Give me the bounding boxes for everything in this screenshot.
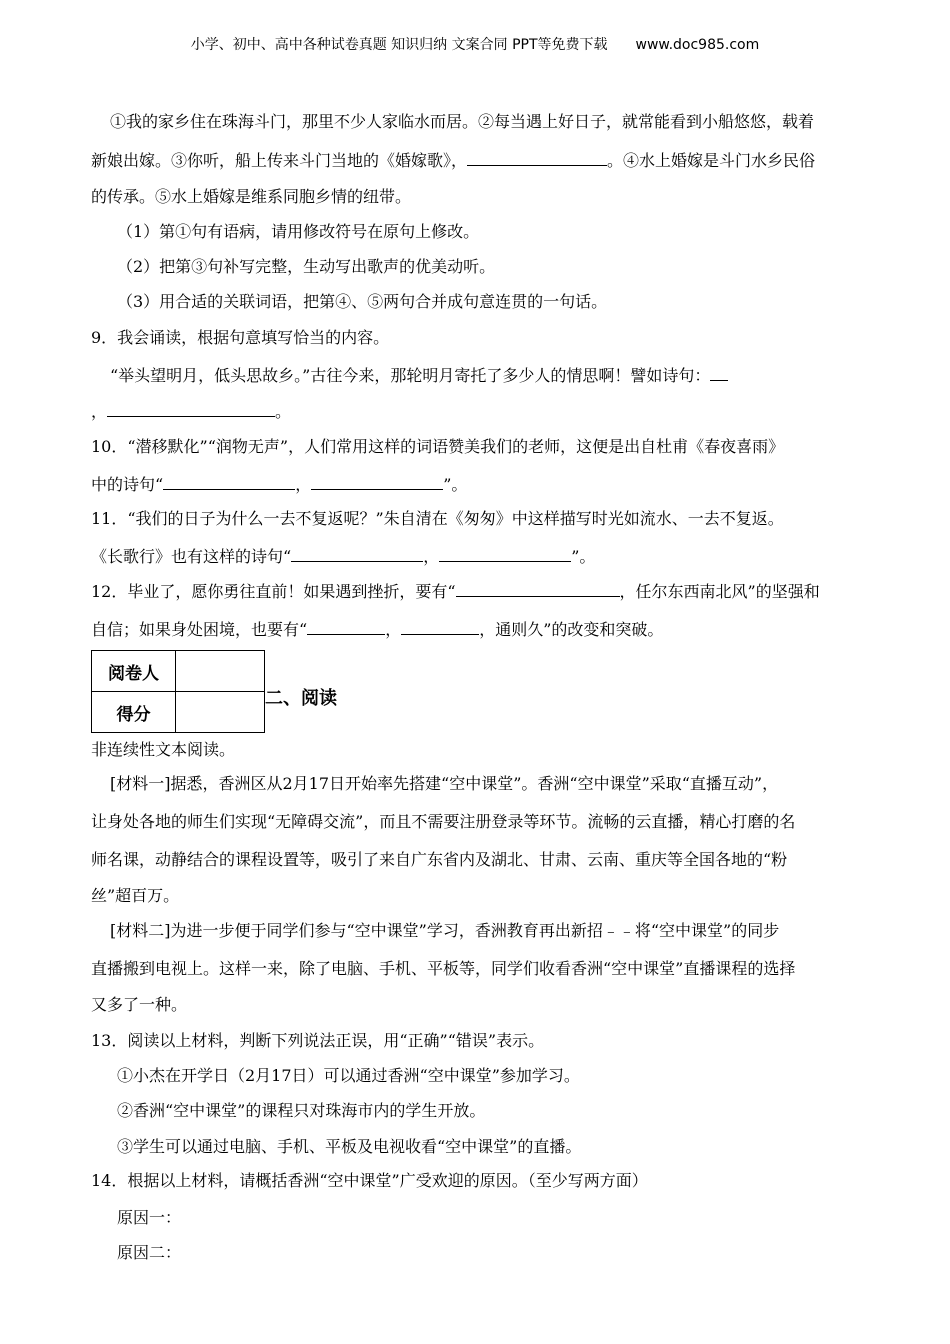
q11-blank-1[interactable] (291, 545, 423, 562)
q13-title: 13．阅读以上材料，判断下列说法正误，用“正确”“错误”表示。 (91, 1031, 545, 1050)
score-cell[interactable] (176, 692, 265, 733)
material-1-line-3: 师名课，动静结合的课程设置等，吸引了来自广东省内及湖北、甘肃、云南、重庆等全国各地的“粉 (91, 850, 788, 869)
material-2-line-2: 直播搬到电视上。这样一来，除了电脑、手机、平板等，同学们收看香洲“空中课堂”直播课程的选择 (91, 959, 796, 978)
q12-blank-2[interactable] (307, 618, 385, 635)
score-table (91, 650, 265, 733)
q10-line-1: 10．“潜移默化”“润物无声”，人们常用这样的词语赞美我们的老师，这便是出自杜甫《春夜喜雨》 (91, 437, 785, 456)
q11-blank-2[interactable] (439, 545, 571, 562)
score-label: 得分 (92, 692, 176, 733)
page-header (0, 34, 950, 56)
q8-subquestion-2: （2）把第③句补写完整，生动写出歌声的优美动听。 (117, 257, 496, 276)
q9-blank-1[interactable] (710, 364, 728, 381)
material-2-line-3: 又多了一种。 (91, 995, 188, 1014)
material-1-line-2: 让身处各地的师生们实现“无障碍交流”，而且不需要注册登录等环节。流畅的云直播，精心打磨的名 (91, 812, 796, 831)
reviewer-cell[interactable] (176, 651, 265, 692)
q11-line-1: 11．“我们的日子为什么一去不复返呢？”朱自清在《匆匆》中这样描写时光如流水、一去不复返。 (91, 509, 784, 528)
reviewer-label: 阅卷人 (92, 651, 176, 692)
header-text: 小学、初中、高中各种试卷真题 知识归纳 文案合同 PPT等免费下载 (190, 37, 608, 53)
q14-reason-1: 原因一： (117, 1208, 182, 1227)
q8-answer-blank[interactable] (467, 149, 607, 166)
q12-line-1: 12．毕业了，愿你勇往直前！如果遇到挫折，要有“ ，任尔东西南北风”的坚强和 (91, 582, 820, 601)
q10-blank-1[interactable] (163, 473, 295, 490)
material-2-line-1: [材料二]为进一步便于同学们参与“空中课堂”学习，香洲教育再出新招﹣﹣将“空中课堂”的同步 (110, 921, 780, 940)
q8-subquestion-3: （3）用合适的关联词语，把第④、⑤两句合并成句意连贯的一句话。 (117, 292, 608, 311)
q13-item-1: ①小杰在开学日（2月17日）可以通过香洲“空中课堂”参加学习。 (117, 1066, 580, 1085)
q8-subquestion-1: （1）第①句有语病，请用修改符号在原句上修改。 (117, 222, 480, 241)
q9-line-1: “举头望明月，低头思故乡。”古往今来，那轮明月寄托了多少人的情思啊！譬如诗句： (110, 364, 728, 387)
material-1-line-4: 丝”超百万。 (91, 886, 180, 905)
q8-passage-line-3: 的传承。⑤水上婚嫁是维系同胞乡情的纽带。 (91, 187, 412, 206)
header-url[interactable]: www.doc985.com (635, 37, 760, 53)
q9-blank-2[interactable] (107, 400, 275, 417)
q8-passage-line-1: ①我的家乡住在珠海斗门，那里不少人家临水而居。②每当遇上好日子，就常能看到小船悠悠，载着 (110, 112, 815, 131)
q11-line-2: 《长歌行》也有这样的诗句“ ， ”。 (91, 547, 596, 566)
q14-title: 14．根据以上材料，请概括香洲“空中课堂”广受欢迎的原因。（至少写两方面） (91, 1171, 648, 1190)
section-intro: 非连续性文本阅读。 (91, 740, 236, 759)
material-1-line-1: [材料一]据悉，香洲区从2月17日开始率先搭建“空中课堂”。香洲“空中课堂”采取“直播互动”， (110, 774, 779, 793)
q12-blank-1[interactable] (456, 580, 620, 597)
q13-item-3: ③学生可以通过电脑、手机、平板及电视收看“空中课堂”的直播。 (117, 1137, 582, 1156)
q10-blank-2[interactable] (311, 473, 443, 490)
q12-blank-3[interactable] (401, 618, 479, 635)
q9-title: 9．我会诵读，根据句意填写恰当的内容。 (91, 328, 390, 347)
q14-reason-2: 原因二： (117, 1243, 182, 1262)
q9-line-2: ， 。 (91, 402, 292, 421)
q13-item-2: ②香洲“空中课堂”的课程只对珠海市内的学生开放。 (117, 1101, 486, 1120)
q10-line-2: 中的诗句“ ， ”。 (91, 475, 468, 494)
q8-passage-line-2: 新娘出嫁。③你听，船上传来斗门当地的《婚嫁歌》， 。④水上婚嫁是斗门水乡民俗 (91, 151, 816, 170)
q12-line-2: 自信；如果身处困境，也要有“ ， ，通则久”的改变和突破。 (91, 620, 664, 639)
section-title: 二、阅读 (265, 688, 337, 709)
